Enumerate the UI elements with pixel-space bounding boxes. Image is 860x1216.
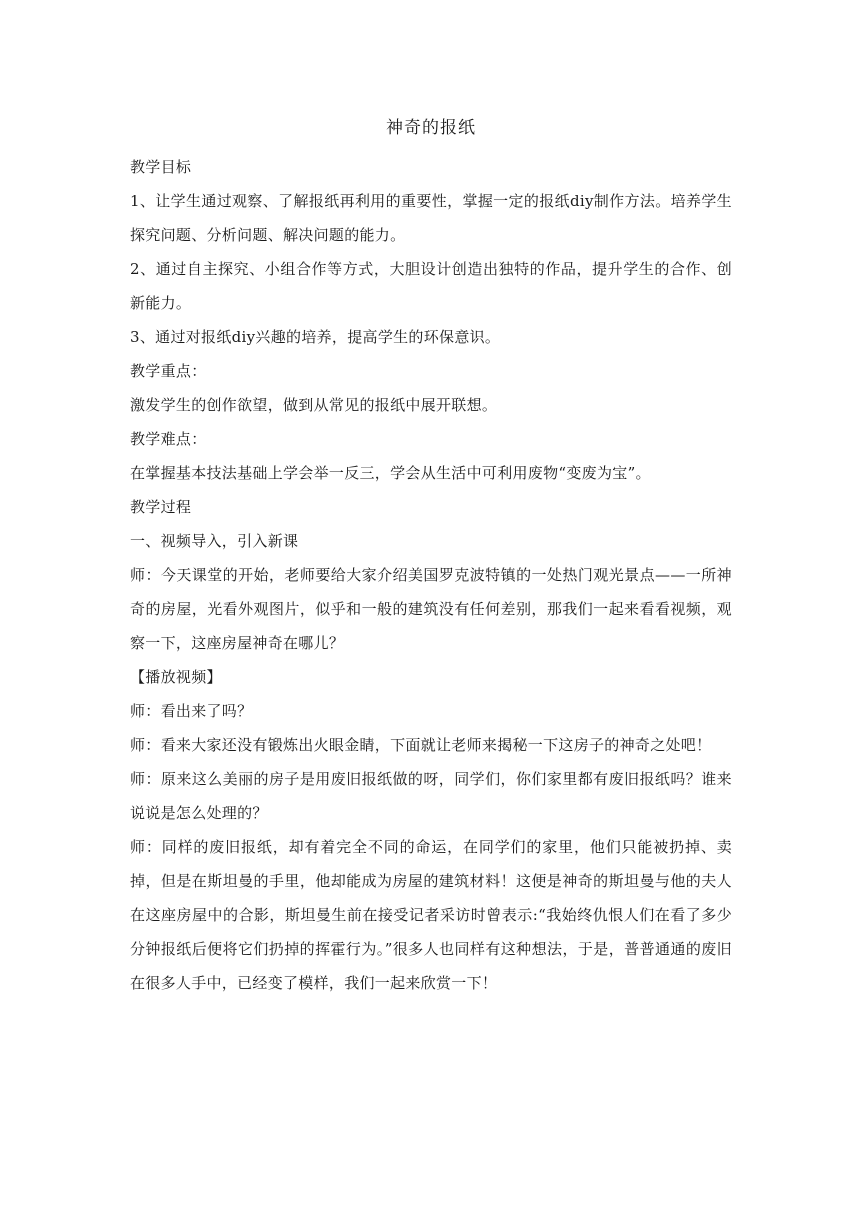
heading-teaching-process: 教学过程 (130, 498, 192, 516)
play-video-note: 【播放视频】 (130, 668, 222, 686)
teacher-line-intro: 师：今天课堂的开始，老师要给大家介绍美国罗克波特镇的一处热门观光景点——一所神奇的房屋，光看外观图片，似乎和一般的建筑没有任何差别，那我们一起来看看视频，观察一下，这座房屋神奇在哪儿？ (130, 566, 732, 652)
goal-item-3: 3、通过对报纸diy兴趣的培养，提高学生的环保意识。 (130, 328, 501, 346)
teacher-line-steinman: 师：同样的废旧报纸，却有着完全不同的命运，在同学们的家里，他们只能被扔掉、卖掉，但是在斯坦曼的手里，他却能成为房屋的建筑材料！这便是神奇的斯坦曼与他的夫人在这座房屋中的合影，斯坦曼生前在接受记者采访时曾表示:“我始终仇恨人们在看了多少分钟报纸后便将它们扔掉的挥霍行为。”很多人也同样有这种想法，于是，普普通通的废旧在很多人手中，已经变了模样，我们一起来欣赏一下！ (130, 838, 732, 992)
heading-key-points: 教学重点： (130, 362, 207, 380)
teacher-line-newspaper-house: 师：原来这么美丽的房子是用废旧报纸做的呀，同学们，你们家里都有废旧报纸吗？谁来说说是怎么处理的？ (130, 770, 732, 822)
goal-item-2: 2、通过自主探究、小组合作等方式，大胆设计创造出独特的作品，提升学生的合作、创新能力。 (130, 260, 732, 312)
heading-difficulties: 教学难点： (130, 430, 207, 448)
document-body (130, 110, 732, 1000)
key-points-text: 激发学生的创作欲望，做到从常见的报纸中展开联想。 (130, 396, 498, 414)
difficulties-text: 在掌握基本技法基础上学会举一反三，学会从生活中可利用废物“变废为宝”。 (130, 464, 651, 482)
teacher-line-question: 师：看出来了吗？ (130, 702, 253, 720)
document-title: 神奇的报纸 (386, 118, 476, 138)
teacher-line-reveal: 师：看来大家还没有锻炼出火眼金睛，下面就让老师来揭秘一下这房子的神奇之处吧！ (130, 736, 712, 754)
heading-teaching-goals: 教学目标 (130, 158, 192, 176)
section-1-heading: 一、视频导入，引入新课 (130, 532, 299, 550)
goal-item-1: 1、让学生通过观察、了解报纸再利用的重要性，掌握一定的报纸diy制作方法。培养学生探究问题、分析问题、解决问题的能力。 (130, 192, 732, 244)
